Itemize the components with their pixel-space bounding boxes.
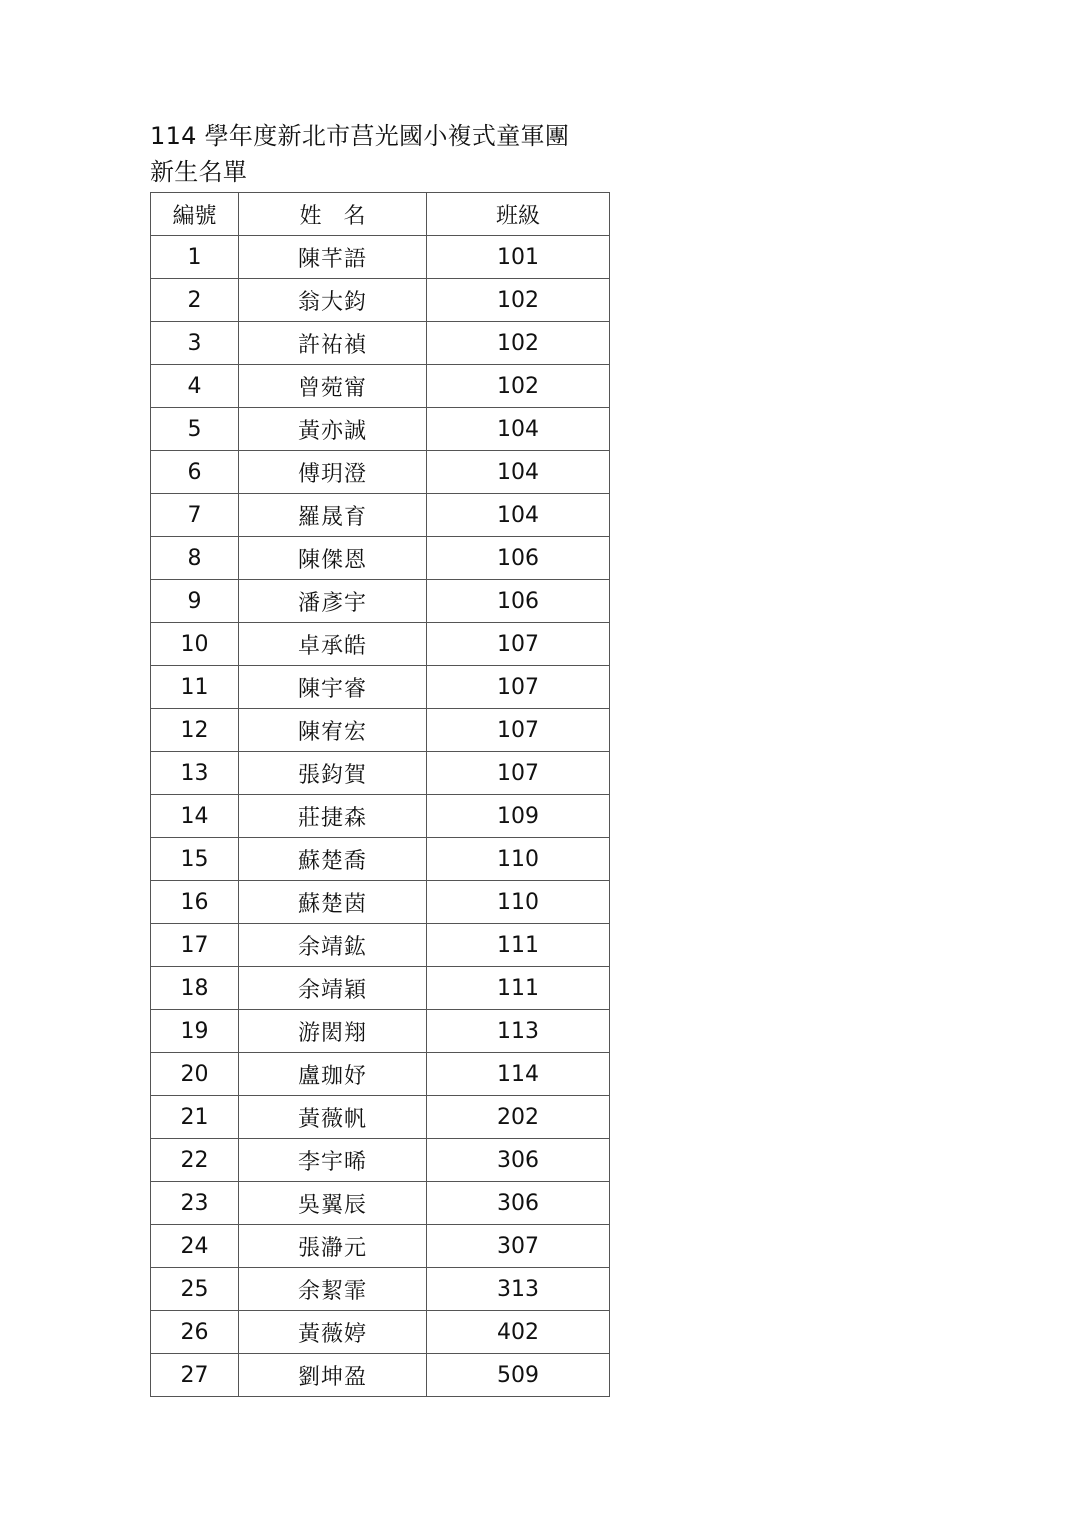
table-row [151,408,610,451]
table-row [151,881,610,924]
row-number-cell: 1 [151,236,239,279]
row-class-cell: 306 [427,1139,610,1182]
row-name-cell: 劉坤盈 [239,1354,427,1397]
row-name-cell: 陳宇睿 [239,666,427,709]
row-class-cell: 307 [427,1225,610,1268]
row-class-cell: 107 [427,752,610,795]
table-row [151,1096,610,1139]
table-row [151,537,610,580]
row-class-cell: 114 [427,1053,610,1096]
row-name-cell: 曾菀甯 [239,365,427,408]
row-number-cell: 14 [151,795,239,838]
row-class-cell: 102 [427,365,610,408]
row-name-cell: 羅晟育 [239,494,427,537]
row-class-cell: 107 [427,666,610,709]
table-row [151,1311,610,1354]
table-row [151,279,610,322]
row-class-cell: 402 [427,1311,610,1354]
row-class-cell: 111 [427,924,610,967]
row-name-cell: 余靖鈜 [239,924,427,967]
row-number-cell: 7 [151,494,239,537]
row-number-cell: 27 [151,1354,239,1397]
row-number-cell: 22 [151,1139,239,1182]
row-class-cell: 202 [427,1096,610,1139]
row-number-cell: 25 [151,1268,239,1311]
table-row [151,451,610,494]
row-name-cell: 蘇楚喬 [239,838,427,881]
row-class-cell: 306 [427,1182,610,1225]
table-row [151,322,610,365]
row-number-cell: 16 [151,881,239,924]
row-name-cell: 潘彥宇 [239,580,427,623]
row-name-cell: 游閎翔 [239,1010,427,1053]
table-row [151,1053,610,1096]
row-number-cell: 23 [151,1182,239,1225]
row-class-cell: 509 [427,1354,610,1397]
row-number-cell: 9 [151,580,239,623]
row-number-cell: 18 [151,967,239,1010]
row-name-cell: 黃亦誠 [239,408,427,451]
table-row [151,365,610,408]
table-row [151,580,610,623]
row-class-cell: 113 [427,1010,610,1053]
table-row [151,709,610,752]
table-row [151,1182,610,1225]
table-row [151,236,610,279]
row-name-cell: 李宇晞 [239,1139,427,1182]
row-number-cell: 21 [151,1096,239,1139]
table-row [151,1010,610,1053]
document-title: 114 學年度新北市莒光國小複式童軍團 [150,122,570,150]
row-number-cell: 6 [151,451,239,494]
row-name-cell: 盧珈妤 [239,1053,427,1096]
row-name-cell: 陳宥宏 [239,709,427,752]
table-row [151,1139,610,1182]
table-header-row [151,193,610,236]
row-name-cell: 張鈞賀 [239,752,427,795]
row-number-cell: 10 [151,623,239,666]
row-class-cell: 107 [427,709,610,752]
table-row [151,666,610,709]
table-row [151,924,610,967]
row-number-cell: 5 [151,408,239,451]
table-row [151,623,610,666]
document-page [150,120,610,1397]
table-row [151,752,610,795]
row-number-cell: 26 [151,1311,239,1354]
row-number-cell: 24 [151,1225,239,1268]
row-class-cell: 110 [427,881,610,924]
table-row [151,967,610,1010]
table-row [151,1225,610,1268]
table-row [151,494,610,537]
row-name-cell: 余絜霏 [239,1268,427,1311]
row-name-cell: 許祐禎 [239,322,427,365]
row-number-cell: 11 [151,666,239,709]
header-number: 編號 [151,193,239,236]
row-class-cell: 110 [427,838,610,881]
row-class-cell: 109 [427,795,610,838]
row-class-cell: 107 [427,623,610,666]
row-number-cell: 12 [151,709,239,752]
header-class: 班級 [427,193,610,236]
header-name: 姓 名 [239,193,427,236]
row-number-cell: 20 [151,1053,239,1096]
table-row [151,795,610,838]
table-row [151,838,610,881]
row-name-cell: 陳傑恩 [239,537,427,580]
row-class-cell: 106 [427,580,610,623]
document-subtitle: 新生名單 [150,158,248,186]
row-name-cell: 余靖穎 [239,967,427,1010]
row-class-cell: 104 [427,408,610,451]
row-number-cell: 19 [151,1010,239,1053]
row-name-cell: 陳芊語 [239,236,427,279]
table-body [151,236,610,1397]
row-class-cell: 106 [427,537,610,580]
row-name-cell: 翁大鈞 [239,279,427,322]
row-name-cell: 卓承皓 [239,623,427,666]
row-number-cell: 13 [151,752,239,795]
row-name-cell: 吳翼辰 [239,1182,427,1225]
row-class-cell: 101 [427,236,610,279]
row-number-cell: 3 [151,322,239,365]
row-name-cell: 黃薇婷 [239,1311,427,1354]
row-name-cell: 莊捷森 [239,795,427,838]
row-class-cell: 102 [427,322,610,365]
row-name-cell: 傅玥澄 [239,451,427,494]
row-class-cell: 104 [427,451,610,494]
row-class-cell: 104 [427,494,610,537]
row-number-cell: 2 [151,279,239,322]
row-class-cell: 313 [427,1268,610,1311]
row-number-cell: 15 [151,838,239,881]
table-row [151,1354,610,1397]
row-number-cell: 4 [151,365,239,408]
row-number-cell: 17 [151,924,239,967]
table-row [151,1268,610,1311]
roster-table [150,192,610,1397]
row-class-cell: 102 [427,279,610,322]
row-class-cell: 111 [427,967,610,1010]
row-name-cell: 張瀞元 [239,1225,427,1268]
row-name-cell: 黃薇帆 [239,1096,427,1139]
row-name-cell: 蘇楚茵 [239,881,427,924]
row-number-cell: 8 [151,537,239,580]
